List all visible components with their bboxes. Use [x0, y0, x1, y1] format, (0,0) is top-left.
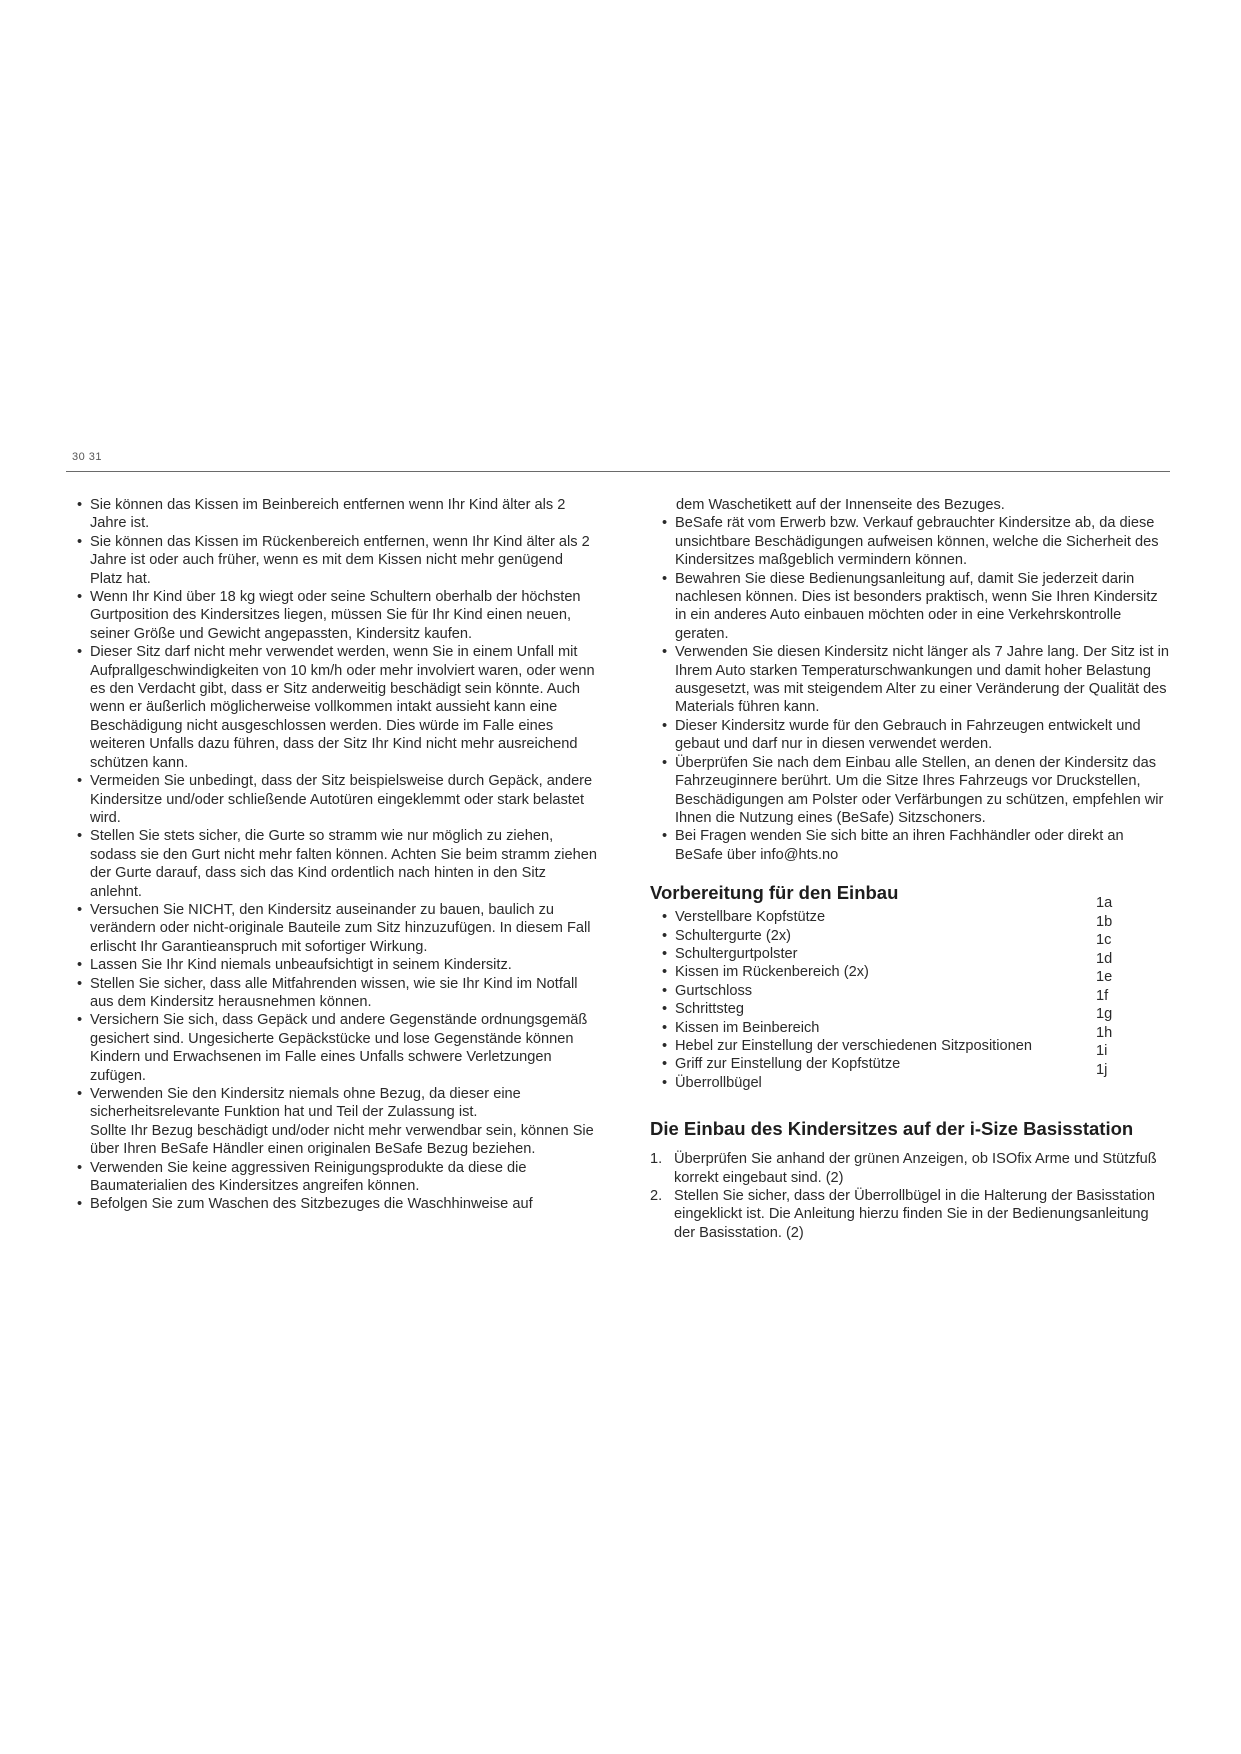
- list-item: • Versuchen Sie NICHT, den Kindersitz auseinander zu bauen, baulich zu verändern oder nicht-originale Bauteile zum Sitz hinzuzufügen. In diesem Fall erlischt Ihr Garantieanspruch mit sofortiger Wirkung.: [77, 901, 597, 956]
- list-item: • Stellen Sie stets sicher, die Gurte so stramm wie nur möglich zu ziehen, sodass sie den Gurt nicht mehr falten können. Achten Sie beim stramm ziehen der Gurte darauf, dass sich das Kind ordentlich nach hinten in den Sitz anlehnt.: [77, 827, 597, 901]
- list-item: • Wenn Ihr Kind über 18 kg wiegt oder seine Schultern oberhalb der höchsten Gurtposition des Kindersitzes liegen, müssen Sie für Ihr Kind einen neuen, seiner Größe und Gewicht angepassten, Kindersitz kaufen.: [77, 588, 597, 643]
- step-number: 1.: [650, 1151, 663, 1168]
- list-item: • Dieser Sitz darf nicht mehr verwendet werden, wenn Sie in einem Unfall mit Aufprallgeschwindigkeiten von 10 km/h oder mehr involviert waren, oder wenn es den Verdacht gibt, dass er Sitz anderweitig beschädigt sein könnte. Auch wenn er äußerlich möglicherweise vollkommen intakt aussieht kann eine Beschädigung nicht ausgeschlossen werden. Dies würde im Falle eines weiteren Unfalls dazu führen, dass der Sitz Ihr Kind nicht mehr ausreichend schützen kann.: [77, 643, 597, 772]
- part-code: 1d: [1096, 950, 1113, 967]
- list-item-text: Verwenden Sie den Kindersitz niemals ohne Bezug, da dieser eine sicherheitsrelevante Funktion hat und Teil der Zulassung ist.: [90, 1086, 521, 1121]
- list-item-text: Sollte Ihr Bezug beschädigt und/oder nicht mehr verwendbar sein, können Sie über Ihren BeSafe Händler einen originalen BeSafe Bezug beziehen.: [90, 1122, 594, 1158]
- left-column: [77, 496, 597, 1214]
- part-code: 1b: [1096, 913, 1113, 930]
- list-item: • Verwenden Sie diesen Kindersitz nicht länger als 7 Jahre lang. Der Sitz ist in Ihrem Auto starken Temperaturschwankungen und damit hoher Belastung ausgesetzt, was mit steigendem Alter zu einer Veränderung der Qualität des Materials führen kann.: [662, 643, 1170, 717]
- part-item: • Schrittsteg: [662, 1000, 1170, 1018]
- header-rule: [66, 471, 1170, 472]
- part-item: • Kissen im Rückenbereich (2x): [662, 963, 1170, 981]
- list-item: • Versichern Sie sich, dass Gepäck und andere Gegenstände ordnungsgemäß gesichert sind. Ungesicherte Gepäckstücke und lose Gegenstände können Kindern und Erwachsenen im Falle eines Unfalls schwere Verletzungen zufügen.: [77, 1011, 597, 1085]
- list-item: [77, 1085, 597, 1159]
- list-item: • Verwenden Sie keine aggressiven Reinigungsprodukte da diese die Baumaterialien des Kindersitzes angreifen können.: [77, 1159, 597, 1196]
- list-item: • Lassen Sie Ihr Kind niemals unbeaufsichtigt in seinem Kindersitz.: [77, 956, 597, 974]
- part-code: 1i: [1096, 1043, 1108, 1060]
- part-code: 1g: [1096, 1006, 1113, 1023]
- part-code: 1j: [1096, 1061, 1108, 1078]
- list-item: • Dieser Kindersitz wurde für den Gebrauch in Fahrzeugen entwickelt und gebaut und darf nur in diesen verwendet werden.: [662, 717, 1170, 754]
- part-code: 1e: [1096, 969, 1113, 986]
- list-item: • Sie können das Kissen im Beinbereich entfernen wenn Ihr Kind älter als 2 Jahre ist.: [77, 496, 597, 533]
- part-code: 1c: [1096, 932, 1112, 949]
- part-item: • Gurtschloss: [662, 982, 1170, 1000]
- list-item: • Sie können das Kissen im Rückenbereich entfernen, wenn Ihr Kind älter als 2 Jahre ist oder auch früher, wenn es mit dem Kissen nicht mehr genügend Platz hat.: [77, 533, 597, 588]
- step-number: 2.: [650, 1188, 663, 1204]
- part-item: • Schultergurtpolster: [662, 945, 1170, 963]
- part-code: 1a: [1096, 895, 1113, 912]
- safety-list: [77, 496, 597, 1214]
- install-heading: Die Einbau des Kindersitzes auf der i-Size Basisstation: [650, 1118, 1134, 1140]
- list-item: • Befolgen Sie zum Waschen des Sitzbezuges die Waschhinweise auf: [77, 1195, 597, 1213]
- part-item: • Schultergurte (2x): [662, 927, 1170, 945]
- install-steps: [650, 1150, 1170, 1242]
- prep-heading: Vorbereitung für den Einbau: [650, 882, 899, 904]
- part-code: 1f: [1096, 987, 1109, 1004]
- right-column: [650, 496, 1170, 1242]
- part-item: • Überrollbügel: [662, 1074, 1170, 1092]
- step-item: [650, 1150, 1170, 1187]
- list-item: • Überprüfen Sie nach dem Einbau alle Stellen, an denen der Kindersitz das Fahrzeuginnere berührt. Um die Sitze Ihres Fahrzeugs vor Druckstellen, Beschädigungen am Polster oder Verfärbungen zu schützen, empfehlen wir Ihnen die Nutzung eines (BeSafe) Sitzschoners.: [662, 754, 1170, 828]
- part-item: • Kissen im Beinbereich: [662, 1019, 1170, 1037]
- part-code: 1h: [1096, 1024, 1113, 1041]
- safety-list-continued: [650, 514, 1170, 864]
- step-text: Stellen Sie sicher, dass der Überrollbügel in die Halterung der Basisstation eingeklickt ist. Die Anleitung hierzu finden Sie in der Bedienungsanleitung der Basisstation. (2): [674, 1188, 1156, 1241]
- page-numbers: 30 31: [72, 451, 103, 463]
- part-item: • Griff zur Einstellung der Kopfstütze: [662, 1055, 1170, 1073]
- parts-list-block: [650, 895, 1170, 1092]
- list-item: • Bei Fragen wenden Sie sich bitte an ihren Fachhändler oder direkt an BeSafe über info@hts.no: [662, 827, 1170, 864]
- part-codes: [1096, 894, 1136, 1079]
- step-item: [650, 1187, 1170, 1242]
- part-item: • Hebel zur Einstellung der verschiedenen Sitzpositionen: [662, 1037, 1170, 1055]
- list-item: • Vermeiden Sie unbedingt, dass der Sitz beispielsweise durch Gepäck, andere Kindersitze und/oder schließende Autotüren eingeklemmt oder stark belastet wird.: [77, 772, 597, 827]
- list-item: • Stellen Sie sicher, dass alle Mitfahrenden wissen, wie sie Ihr Kind im Notfall aus dem Kindersitz herausnehmen können.: [77, 975, 597, 1012]
- list-item: • Bewahren Sie diese Bedienungsanleitung auf, damit Sie jederzeit darin nachlesen können. Dies ist besonders praktisch, wenn Sie Ihren Kindersitz in ein anderes Auto einbauen möchten oder in eine Verkehrskontrolle geraten.: [662, 570, 1170, 644]
- list-item: • BeSafe rät vom Erwerb bzw. Verkauf gebrauchter Kindersitze ab, da diese unsichtbare Beschädigungen aufweisen können, welche die Sicherheit des Kindersitzes maßgeblich vermindern können.: [662, 514, 1170, 569]
- continuation-text: dem Waschetikett auf der Innenseite des Bezuges.: [676, 497, 1005, 513]
- part-item: • Verstellbare Kopfstütze: [662, 908, 1170, 926]
- parts-list: [650, 908, 1170, 1092]
- step-text: Überprüfen Sie anhand der grünen Anzeigen, ob ISOfix Arme und Stützfuß korrekt eingebaut sind. (2): [674, 1151, 1157, 1186]
